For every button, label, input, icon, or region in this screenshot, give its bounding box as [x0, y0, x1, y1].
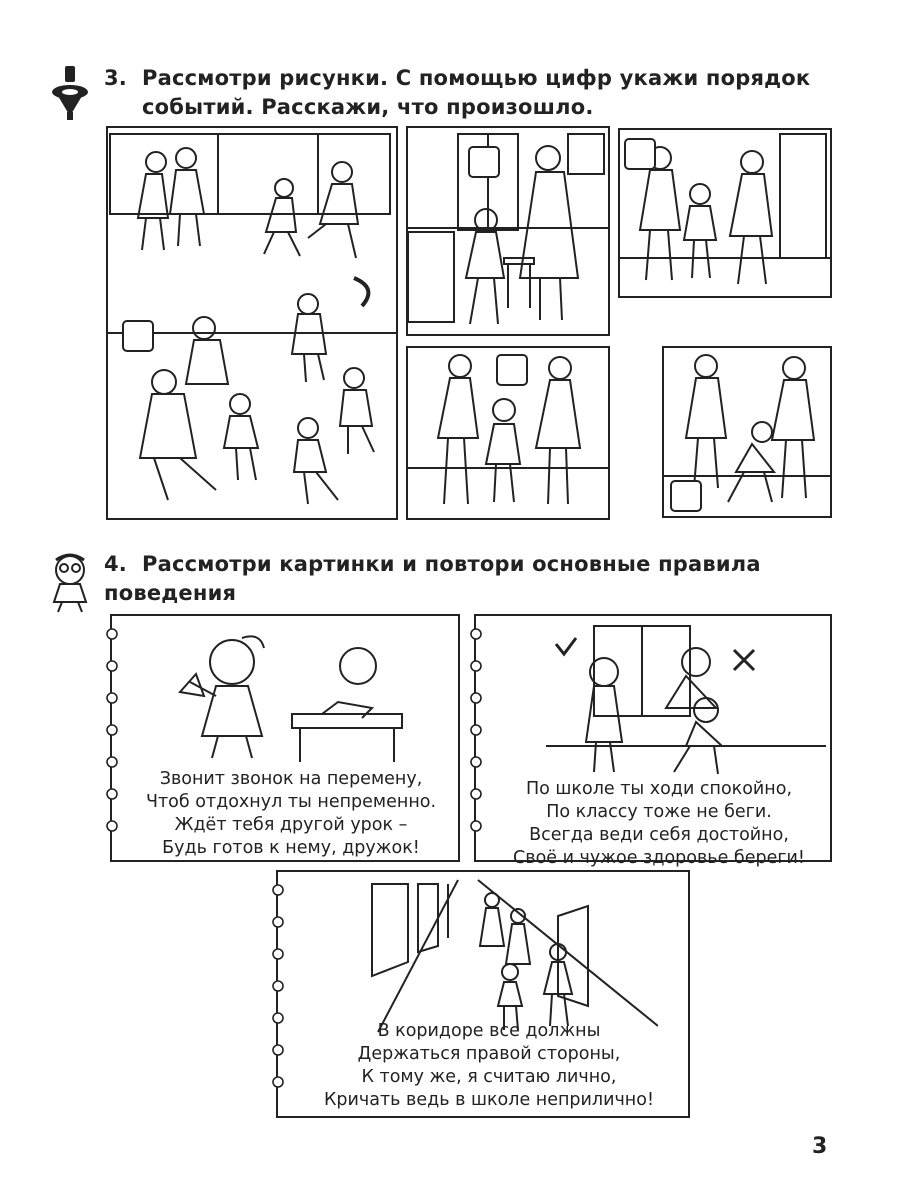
- picture-school-corridor-illustration: [358, 876, 658, 1036]
- verse-line: По школе ты ходи спокойно,: [525, 779, 793, 799]
- task-3-line-1: Рассмотри рисунки. С помощью цифр укажи порядок: [142, 66, 811, 90]
- rule-verse-3: [298, 1020, 680, 1112]
- task-4-line-1: Рассмотри картинки и повтори основные правила поведения: [104, 552, 761, 605]
- verse-line: Своё и чужое здоровье береги!: [513, 848, 805, 868]
- spiral-binding-icon: [270, 882, 286, 1108]
- verse-line: По классу тоже не беги.: [546, 802, 772, 822]
- rule-verse-2: [496, 778, 822, 870]
- picture-frame-2: [406, 126, 610, 336]
- picture-frame-5: [662, 346, 832, 518]
- spiral-binding-icon: [468, 626, 484, 852]
- rule-card-1: [110, 614, 460, 862]
- picture-frame-3: [618, 128, 832, 298]
- verse-line: Всегда веди себя достойно,: [529, 825, 789, 845]
- order-number-box-5[interactable]: [670, 480, 702, 512]
- picture-bell-ringing-illustration: [172, 626, 452, 766]
- picture-classroom-illustration: [546, 622, 826, 778]
- verse-line: Кричать ведь в школе неприлично!: [324, 1090, 654, 1110]
- verse-line: Держаться правой стороны,: [357, 1044, 621, 1064]
- task-3-number: 3.: [104, 66, 127, 90]
- picture-frame-1: [106, 126, 398, 520]
- cartoon-character-icon: [46, 552, 94, 614]
- task-4-number: 4.: [104, 552, 127, 576]
- rule-card-3: [276, 870, 690, 1118]
- task-3-line-2: событий. Расскажи, что произошло.: [142, 95, 594, 119]
- verse-line: Ждёт тебя другой урок –: [174, 815, 408, 835]
- picture-frame-4: [406, 346, 610, 520]
- rule-verse-1: [132, 768, 450, 860]
- picture-teacher-illustration: [408, 128, 608, 334]
- verse-line: В коридоре все должны: [377, 1021, 601, 1041]
- task-3-instruction: [104, 64, 844, 122]
- rule-card-2: [474, 614, 832, 868]
- page-number: 3: [812, 1134, 828, 1159]
- order-number-box-4[interactable]: [496, 354, 528, 386]
- order-number-box-1[interactable]: [122, 320, 154, 352]
- verse-line: Чтоб отдохнул ты непременно.: [145, 792, 437, 812]
- verse-line: К тому же, я считаю лично,: [361, 1067, 617, 1087]
- verse-line: Будь готов к нему, дружок!: [162, 838, 420, 858]
- order-number-box-3[interactable]: [624, 138, 656, 170]
- order-number-box-2[interactable]: [468, 146, 500, 178]
- spiral-binding-icon: [104, 626, 120, 852]
- spinning-top-icon: [50, 64, 90, 122]
- verse-line: Звонит звонок на перемену,: [159, 769, 423, 789]
